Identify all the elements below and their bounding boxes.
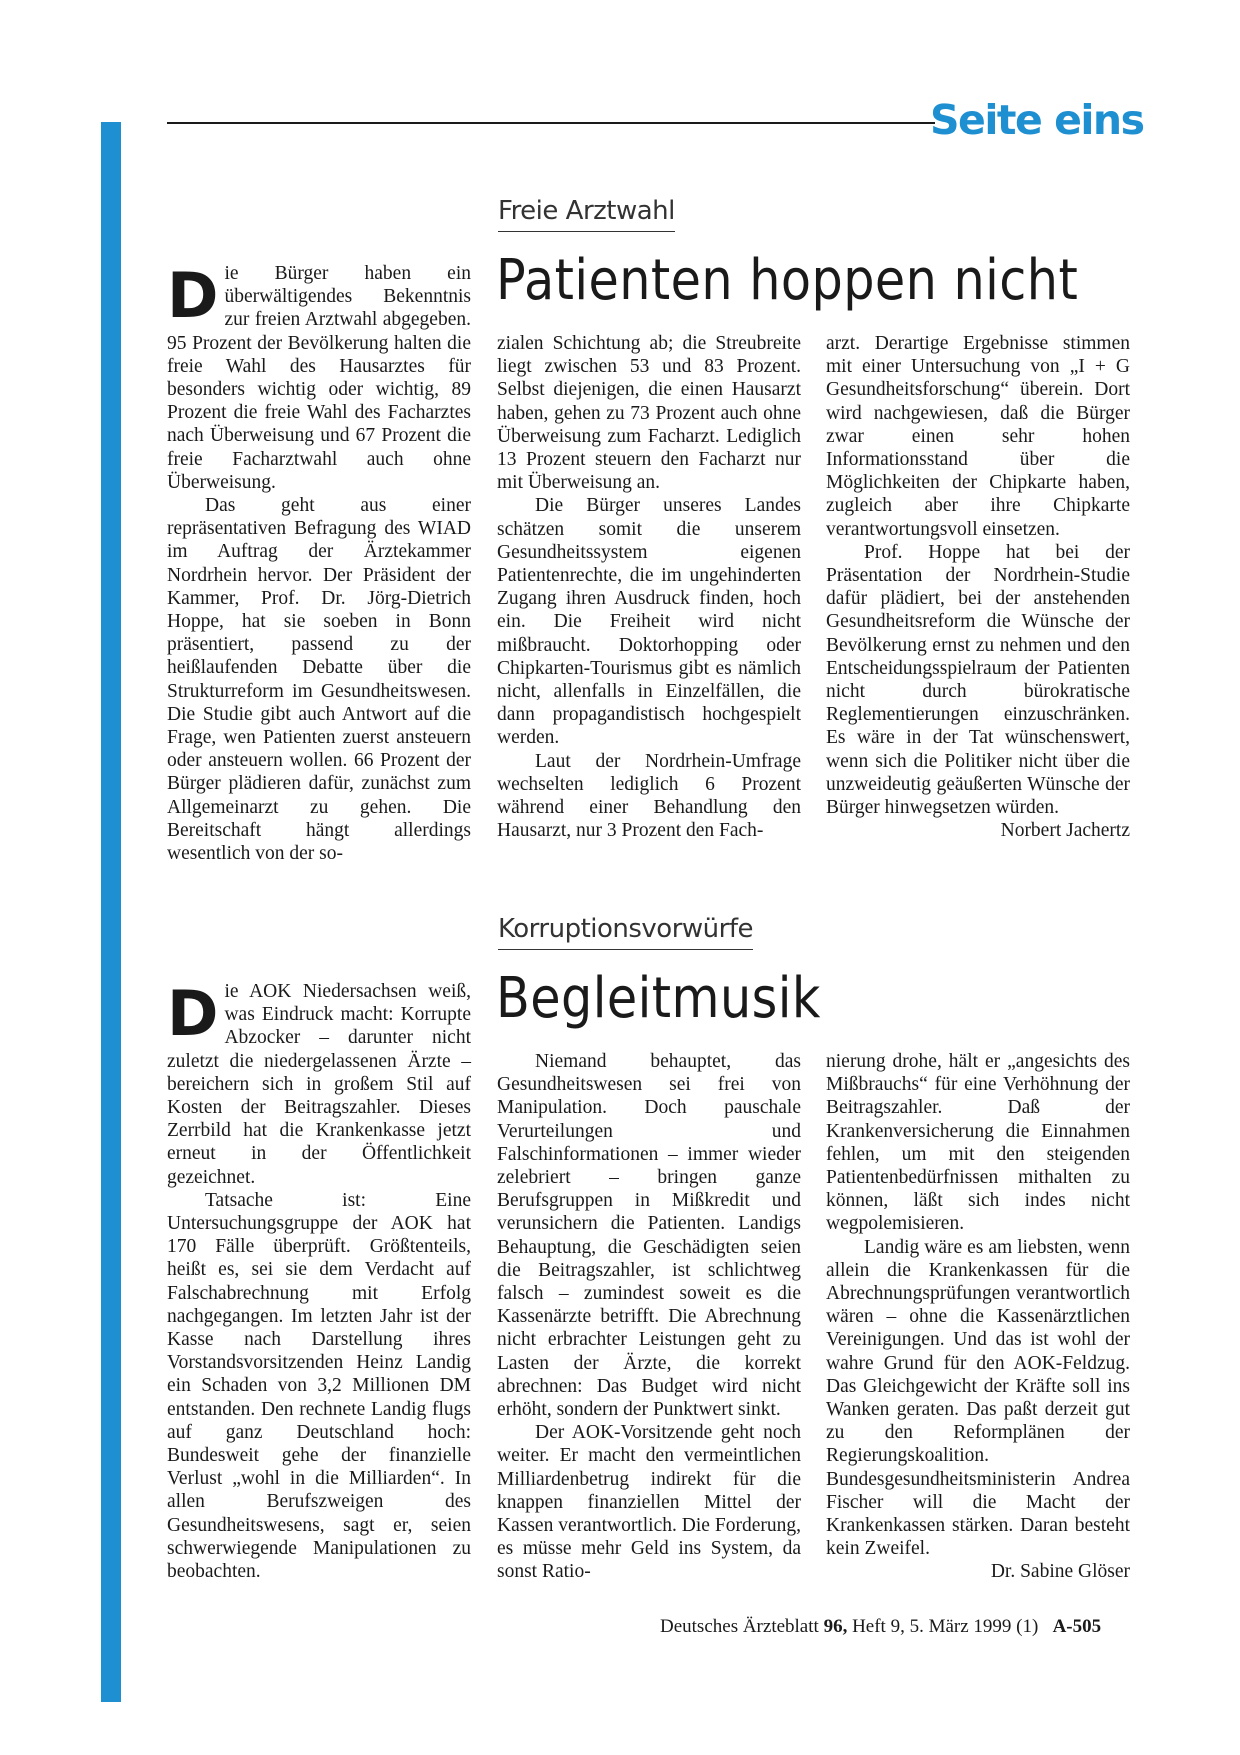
- article-2-paragraph: nierung drohe, hält er „angesichts des Mißbrauchs“ für eine Verhöhnung der Beitragszahler. Daß der Krankenversicherung die Einnahmen fehlen, um mit den steigenden Patientenbedürfnissen mithalten zu können, läßt sich indes nicht wegpolemisieren.: [826, 1051, 1130, 1235]
- footer-page-number: A-505: [1052, 1616, 1102, 1637]
- dropcap: D: [167, 259, 219, 332]
- article-2-column-3: [826, 1050, 1130, 1584]
- article-1-author: Norbert Jachertz: [1000, 820, 1130, 842]
- article-1-paragraph: Die Bürger haben ein überwältigendes Bekenntnis zur freien Arztwahl abgegeben. 95 Prozent der Bevölkerung halten die freie Wahl des Hausarztes für besonders wichtig oder wichtig, 89 Prozent die freie Wahl des Facharztes nach Überweisung und 67 Prozent die freie Facharztwahl auch ohne Überweisung.: [167, 259, 471, 493]
- article-1-column-2: [497, 332, 801, 842]
- article-1-paragraph: arzt. Derartige Ergebnisse stimmen mit einer Untersuchung von „I + G Gesundheitsforschung“ überein. Dort wird nachgewiesen, daß die Bürger zwar einen sehr hohen Informationsstand über die Möglichkeiten der Chipkarte haben, zugleich aber ihre Chipkarte verantwortungsvoll einsetzen.: [826, 333, 1130, 540]
- section-label: Seite eins: [930, 96, 1144, 144]
- footer-volume: 96,: [823, 1616, 848, 1637]
- article-2-headline: Begleitmusik: [496, 966, 821, 1031]
- article-1-paragraph: Die Bürger unseres Landes schätzen somit die unserem Gesundheitssystem eigenen Patientenrechte, die im ungehinderten Zugang ihren Ausdruck finden, hoch ein. Die Freiheit wird nicht mißbraucht. Doktorhopping oder Chipkarten-Tourismus gibt es nämlich nicht, allenfalls in Einzelfällen, die dann propagandistisch hochgespielt werden.: [497, 495, 801, 749]
- footer-issue: Heft 9, 5. März 1999 (1): [852, 1616, 1039, 1637]
- article-2-rubric: Korruptionsvorwürfe: [498, 914, 753, 950]
- article-1-paragraph: Laut der Nordrhein-Umfrage wechselten lediglich 6 Prozent während einer Behandlung den Hausarzt, nur 3 Prozent den Fach-: [497, 750, 801, 842]
- article-2-paragraph: Die AOK Niedersachsen weiß, was Eindruck macht: Korrupte Abzocker – darunter nicht zuletzt die niedergelassenen Ärzte – bereichern sich in großem Stil auf Kosten der Beitragszahler. Dieses Zerrbild hat die Krankenkasse jetzt erneut in der Öffentlichkeit gezeichnet.: [167, 977, 471, 1188]
- page-footer: [660, 1616, 1101, 1638]
- article-1-paragraph: zialen Schichtung ab; die Streubreite liegt zwischen 53 und 83 Prozent. Selbst diejenigen, die einen Hausarzt haben, gehen zu 73 Prozent auch ohne Überweisung zum Facharzt. Lediglich 13 Prozent steuern den Facharzt nur mit Überweisung an.: [497, 333, 801, 494]
- article-1-paragraph: Prof. Hoppe hat bei der Präsentation der Nordrhein-Studie dafür plädiert, bei der anstehenden Gesundheitsreform die Wünsche der Bevölkerung ernst zu nehmen und den Entscheidungsspielraum der Patienten nicht durch bürokratische Reglementierungen einzuschränken. Es wäre in der Tat wünschenswert, wenn sich die Politiker nicht über die unzweideutig geäußerten Wünsche der Bürger hinwegsetzen würden.: [826, 541, 1130, 819]
- article-2-paragraph: Landig wäre es am liebsten, wenn allein die Krankenkassen für die Abrechnungsprüfungen verantwortlich wären – ohne die Kassenärztlichen Vereinigungen. Und das ist wohl der wahre Grund für den AOK-Feldzug. Das Gleichgewicht der Kräfte soll ins Wanken geraten. Das paßt derzeit gut zu den Reformplänen der Regierungskoalition. Bundesgesundheitsministerin Andrea Fischer will die Macht der Krankenkassen stärken. Daran besteht kein Zweifel.: [826, 1236, 1130, 1560]
- article-1-headline: Patienten hoppen nicht: [496, 248, 1079, 313]
- accent-sidebar-bar: [101, 122, 121, 1702]
- article-2-paragraph: Der AOK-Vorsitzende geht noch weiter. Er macht den vermeintlichen Milliardenbetrug indirekt für die knappen finanziellen Mittel der Kassen verantwortlich. Die Forderung, es müsse mehr Geld ins System, da sonst Ratio-: [497, 1422, 801, 1583]
- article-2-author: Dr. Sabine Glöser: [990, 1561, 1130, 1583]
- article-2-column-2: [497, 1050, 801, 1584]
- header-rule: [167, 122, 935, 124]
- footer-journal: Deutsches Ärzteblatt: [660, 1616, 819, 1637]
- dropcap: D: [167, 977, 219, 1050]
- article-1-paragraph: Das geht aus einer repräsentativen Befragung des WIAD im Auftrag der Ärztekammer Nordrhein hervor. Der Präsident der Kammer, Prof. Dr. Jörg-Dietrich Hoppe, hat sie soeben in Bonn präsentiert, passend zu der heißlaufenden Debatte über die Strukturreform im Gesundheitswesen. Die Studie gibt auch Antwort auf die Frage, wen Patienten zuerst ansteuern oder ansteuern wollen. 66 Prozent der Bürger plädieren dafür, zunächst zum Allgemeinarzt zu gehen. Die Bereitschaft hängt allerdings wesentlich von der so-: [167, 495, 471, 865]
- article-1-column-1: [167, 259, 471, 865]
- article-2-paragraph: Tatsache ist: Eine Untersuchungsgruppe der AOK hat 170 Fälle überprüft. Größtenteils, heißt es, sei sie dem Verdacht auf Falschabrechnung mit Erfolg nachgegangen. Im letzten Jahr ist der Kasse nach Darstellung ihres Vorstandsvorsitzenden Heinz Landig ein Schaden von 3,2 Millionen DM entstanden. Den rechnete Landig flugs auf ganz Deutschland hoch: Bundesweit gehe der finanzielle Verlust „wohl in die Milliarden“. In allen Berufszweigen des Gesundheitswesens, sagt er, seien schwerwiegende Manipulationen zu beobachten.: [167, 1189, 471, 1583]
- article-2-column-1: [167, 977, 471, 1583]
- article-1-rubric: Freie Arztwahl: [498, 196, 675, 232]
- article-1-column-3: [826, 332, 1130, 842]
- article-2-paragraph: Niemand behauptet, das Gesundheitswesen sei frei von Manipulation. Doch pauschale Verurteilungen und Falschinformationen – immer wieder zelebriert – bringen ganze Berufsgruppen in Mißkredit und verunsichern die Patienten. Landigs Behauptung, die Geschädigten seien die Beitragszahler, ist schlichtweg falsch – zumindest soweit es die Kassenärzte betrifft. Die Abrechnung nicht erbrachter Leistungen geht zu Lasten der Ärzte, die korrekt abrechnen: Das Budget wird nicht erhöht, sondern der Punktwert sinkt.: [497, 1051, 801, 1421]
